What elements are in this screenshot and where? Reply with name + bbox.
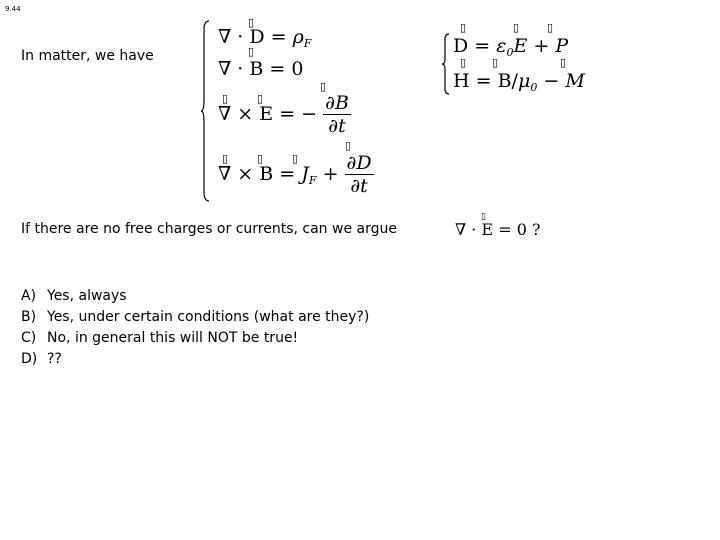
vector-placeholder: ▯ xyxy=(257,92,264,105)
answer-option-a xyxy=(21,286,369,307)
ampere-maxwell-law: ∇ × $B = J_F$ + $\frac{\partial D}{\partial t}$ xyxy=(218,152,372,197)
gauss-law-d: ∇ · $D = \rho_F$ xyxy=(218,26,312,50)
answer-list xyxy=(21,286,369,370)
vector-placeholder: ▯ xyxy=(492,56,499,69)
constitutive-brace xyxy=(441,33,450,95)
answer-letter: A) xyxy=(21,288,37,304)
answer-letter: C) xyxy=(21,330,37,346)
answer-option-d xyxy=(21,349,369,370)
answer-option-c xyxy=(21,328,369,349)
vector-placeholder: ▯ xyxy=(345,139,352,152)
vector-placeholder: ▯ xyxy=(292,152,299,165)
vector-placeholder: ▯ xyxy=(222,152,229,165)
vector-placeholder: ▯ xyxy=(513,21,520,34)
h-field-relation: $H = B/\mu_0 - M$ xyxy=(453,70,585,94)
vector-placeholder: ▯ xyxy=(460,56,467,69)
equation-brace xyxy=(200,20,210,202)
vector-placeholder: ▯ xyxy=(248,16,255,29)
vector-placeholder: ▯ xyxy=(222,92,229,105)
question-text: If there are no free charges or currents, can we argue xyxy=(21,221,397,237)
answer-text: No, in general this will NOT be true! xyxy=(47,330,299,346)
slide-number: 9.44 xyxy=(5,5,21,13)
answer-text: Yes, always xyxy=(47,288,127,304)
vector-placeholder: ▯ xyxy=(460,21,467,34)
faraday-law: ∇ × E = − $\frac{\partial B}{\partial t}$ xyxy=(218,92,349,137)
answer-text: ?? xyxy=(47,351,62,367)
answer-letter: D) xyxy=(21,351,38,367)
d-field-relation: $D = \varepsilon_0E + P$ xyxy=(453,35,569,59)
intro-text: In matter, we have xyxy=(21,48,154,64)
vector-placeholder: ▯ xyxy=(320,80,327,93)
gauss-law-b: ∇ · B = 0 xyxy=(218,58,304,80)
vector-placeholder: ▯ xyxy=(547,21,554,34)
vector-placeholder: ▯ xyxy=(481,212,486,222)
answer-option-b xyxy=(21,307,369,328)
answer-text: Yes, under certain conditions (what are they?) xyxy=(47,309,370,325)
vector-placeholder: ▯ xyxy=(257,152,264,165)
answer-letter: B) xyxy=(21,309,37,325)
vector-placeholder: ▯ xyxy=(248,45,255,58)
question-equation: ∇ · E = 0 ? xyxy=(455,220,541,239)
vector-placeholder: ▯ xyxy=(560,56,567,69)
